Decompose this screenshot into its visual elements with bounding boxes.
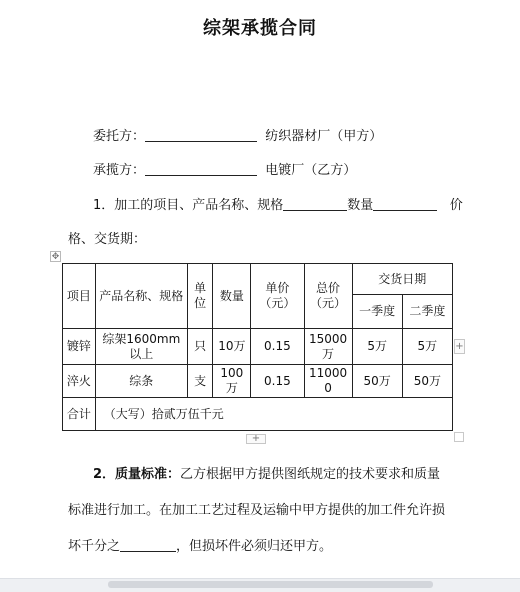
header-total: 总价（元） — [304, 264, 352, 329]
header-q1: 一季度 — [352, 295, 402, 329]
qty-blank[interactable] — [373, 196, 437, 211]
cell-item[interactable]: 镀锌 — [63, 329, 96, 365]
item2-text3b: ，但损坏件必须归还甲方。 — [176, 539, 333, 554]
table-total-row — [63, 398, 453, 431]
contractor-blank[interactable] — [145, 161, 257, 176]
cell-qty[interactable]: 100万 — [213, 365, 251, 398]
item1-price-label: 价 — [449, 198, 463, 213]
contractor-value: 电镀厂（乙方） — [265, 163, 357, 178]
item1-line2: 格、交货期： — [68, 232, 147, 247]
table-move-handle[interactable]: ✥ — [51, 252, 60, 262]
cell-q1[interactable]: 50万 — [352, 365, 402, 398]
total-label[interactable]: 合计 — [63, 398, 96, 431]
cell-q2[interactable]: 50万 — [402, 365, 452, 398]
cell-item[interactable]: 淬火 — [63, 365, 96, 398]
client-label: 委托方： — [93, 129, 146, 144]
spec-blank[interactable] — [283, 196, 347, 211]
scrollbar-thumb[interactable] — [108, 581, 433, 588]
cell-q1[interactable]: 5万 — [352, 329, 402, 365]
cell-product[interactable]: 综架1600mm以上 — [95, 329, 187, 365]
header-qty: 数量 — [213, 264, 251, 329]
item1-qty-label: 数量 — [347, 198, 374, 213]
header-item: 项目 — [63, 264, 96, 329]
client-blank[interactable] — [145, 127, 257, 142]
cell-qty[interactable]: 10万 — [213, 329, 251, 365]
table-resize-handle[interactable] — [454, 432, 464, 442]
cell-unit[interactable]: 支 — [187, 365, 213, 398]
table-row — [63, 365, 453, 398]
damage-ratio-blank[interactable] — [120, 537, 176, 552]
client-value: 纺织器材厂（甲方） — [265, 129, 383, 144]
cell-product[interactable]: 综条 — [95, 365, 187, 398]
header-product: 产品名称、规格 — [95, 264, 187, 329]
add-row-button[interactable]: + — [246, 434, 266, 444]
header-q2: 二季度 — [402, 295, 452, 329]
item2-paragraph — [68, 457, 458, 565]
contractor-line — [93, 159, 356, 178]
client-line — [93, 125, 382, 144]
cell-total[interactable]: 110000 — [304, 365, 352, 398]
add-column-button[interactable]: + — [455, 341, 464, 352]
table-row — [63, 329, 453, 365]
item2-label: 2．质量标准： — [93, 467, 181, 482]
item1-text: 1．加工的项目、产品名称、规格 — [93, 198, 284, 213]
items-table — [62, 263, 453, 431]
contractor-label: 承揽方： — [93, 163, 146, 178]
header-unit: 单位 — [187, 264, 213, 329]
total-value[interactable]: （大写）拾贰万伍千元 — [95, 398, 452, 431]
contract-title: 综架承揽合同 — [203, 18, 317, 39]
header-delivery: 交货日期 — [352, 264, 452, 295]
item2-text1: 乙方根据甲方提供图纸规定的技术要求和质量 — [180, 467, 441, 482]
cell-price[interactable]: 0.15 — [251, 329, 304, 365]
header-price: 单价（元） — [251, 264, 304, 329]
cell-unit[interactable]: 只 — [187, 329, 213, 365]
item2-text3a: 坏千分之 — [68, 539, 121, 554]
item2-text2: 标准进行加工。在加工工艺过程及运输中甲方提供的加工件允许损 — [68, 503, 446, 518]
cell-total[interactable]: 15000万 — [304, 329, 352, 365]
item1-line — [93, 194, 463, 213]
cell-price[interactable]: 0.15 — [251, 365, 304, 398]
table-header-row — [63, 264, 453, 295]
cell-q2[interactable]: 5万 — [402, 329, 452, 365]
